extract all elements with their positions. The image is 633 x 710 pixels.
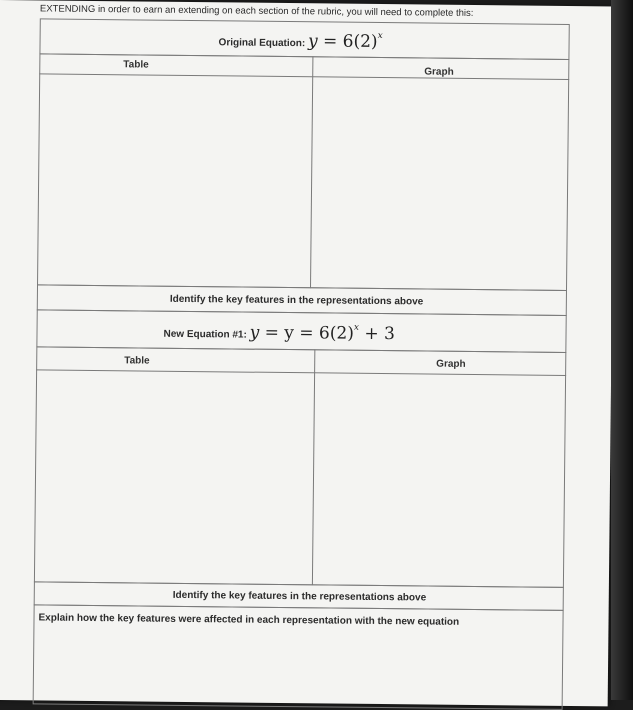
original-equation-lhs: y [307,31,318,52]
explain-prompt: Explain how the key features were affected in each representation with the new equation [38,612,460,628]
graph-label-1: Graph [424,66,454,78]
original-equation-exponent: x [377,30,383,42]
table-area-2[interactable] [35,370,313,584]
original-equation-rhs: = 6(2) [322,31,378,52]
original-equation-label: Original Equation: [218,37,306,50]
graph-area-2[interactable] [313,373,565,587]
identify-features-2: Identify the key features in the representations above [172,589,427,604]
explain-row[interactable] [33,604,564,710]
new-equation-tail: + 3 [364,323,395,345]
graph-label-2: Graph [436,358,466,370]
background-edge [611,0,633,700]
original-equation [218,29,382,52]
identify-features-1: Identify the key features in the representations above [169,293,424,308]
intro-text: EXTENDING in order to earn an extending on each section of the rubric, you will need to complete this: [39,3,474,19]
new-equation-exponent: x [353,322,360,333]
table-label-1: Table [123,59,149,71]
new-equation-lhs: y [249,322,260,343]
new-equation-label: New Equation #1: [163,328,247,341]
table-area-1[interactable] [38,74,311,287]
table-label-2: Table [124,355,150,367]
new-equation-rhs: = y = 6(2) [264,322,354,344]
graph-area-1[interactable] [311,77,568,290]
new-equation [163,321,395,344]
